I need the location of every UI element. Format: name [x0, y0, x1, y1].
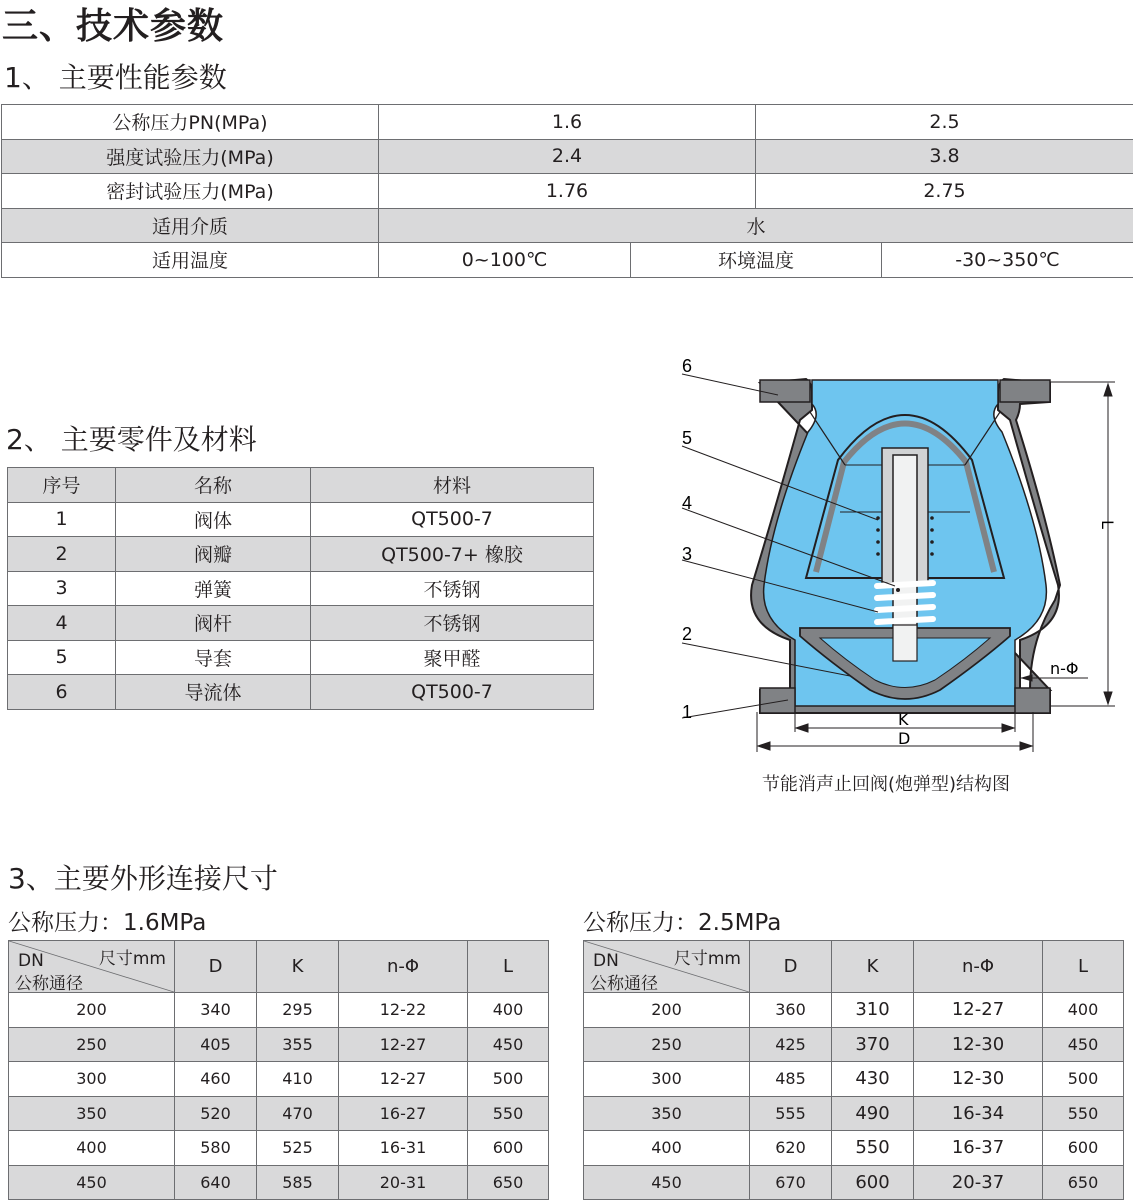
table-header-row [9, 941, 549, 993]
performance-table [1, 104, 1133, 278]
row-label: 强度试验压力(MPa) [2, 139, 379, 174]
col-header-k: K [832, 941, 914, 993]
section3-heading: 3、主要外形连接尺寸 [8, 862, 278, 895]
corner-top-label: 尺寸mm [673, 949, 741, 969]
table-row: 250 425 370 12-30 450 [584, 1027, 1124, 1062]
part-material: 不锈钢 [311, 571, 594, 606]
table-row: 200 340 295 12-22 400 [9, 993, 549, 1028]
col-header-l: L [468, 941, 549, 993]
dim-l-label: L [1098, 520, 1117, 529]
table-row: 200 360 310 12-27 400 [584, 993, 1124, 1028]
row-label: 公称压力PN(MPa) [2, 105, 379, 140]
table-row [8, 640, 594, 675]
corner-bottom-label: 公称通径 [590, 974, 658, 993]
part-name: 阀体 [116, 502, 311, 537]
pressure-title-2: 公称压力：2.5MPa [583, 910, 782, 936]
flange-right-top [1000, 380, 1050, 402]
col-header: 名称 [116, 468, 311, 503]
part-name: 导流体 [116, 675, 311, 710]
valve-diagram [660, 345, 1133, 765]
table-row: 450 670 600 20-37 650 [584, 1165, 1124, 1200]
table-row [8, 571, 594, 606]
table-header-row [8, 468, 594, 503]
callout-6: 6 [682, 356, 693, 376]
table-row [2, 243, 1133, 278]
part-name: 阀瓣 [116, 537, 311, 572]
pressure-title-1: 公称压力：1.6MPa [8, 910, 207, 936]
part-material: 不锈钢 [311, 606, 594, 641]
callout-3: 3 [682, 544, 693, 564]
part-no: 2 [8, 537, 116, 572]
table-row [8, 502, 594, 537]
col-header-l: L [1043, 941, 1124, 993]
corner-header [9, 941, 175, 993]
value-1: 1.76 [379, 174, 756, 209]
table-row [2, 174, 1133, 209]
env-temp-label: 环境温度 [631, 243, 882, 278]
part-no: 1 [8, 502, 116, 537]
parts-table [7, 467, 594, 710]
table-row: 400 620 550 16-37 600 [584, 1131, 1124, 1166]
page-title: 三、技术参数 [2, 6, 225, 47]
part-no: 5 [8, 640, 116, 675]
table-row [2, 208, 1133, 243]
dim-nphi-label: n-Φ [1050, 659, 1079, 678]
callout-4: 4 [682, 493, 693, 513]
part-material: QT500-7 [311, 502, 594, 537]
part-no: 6 [8, 675, 116, 710]
table-row: 300 460 410 12-27 500 [9, 1062, 549, 1097]
table-row: 250 405 355 12-27 450 [9, 1027, 549, 1062]
table-row: 300 485 430 12-30 500 [584, 1062, 1124, 1097]
temp-label: 适用温度 [2, 243, 379, 278]
value-2: 2.5 [756, 105, 1133, 140]
section1-heading: 1、 主要性能参数 [4, 61, 227, 94]
col-header-nphi: n-Φ [914, 941, 1043, 993]
callout-1: 1 [682, 702, 693, 722]
dimension-table-2 [583, 940, 1124, 1200]
table-row [8, 537, 594, 572]
value-2: 3.8 [756, 139, 1133, 174]
part-no: 3 [8, 571, 116, 606]
table-row: 450 640 585 20-31 650 [9, 1165, 549, 1200]
col-header: 材料 [311, 468, 594, 503]
table-row: 350 520 470 16-27 550 [9, 1096, 549, 1131]
value-1: 2.4 [379, 139, 756, 174]
corner-dn-label: DN [18, 951, 44, 971]
corner-top-label: 尺寸mm [98, 949, 166, 969]
flange-right-bottom [1015, 688, 1050, 713]
col-header-k: K [257, 941, 339, 993]
row-label: 密封试验压力(MPa) [2, 174, 379, 209]
part-no: 4 [8, 606, 116, 641]
col-header-nphi: n-Φ [339, 941, 468, 993]
table-row [2, 105, 1133, 140]
col-header-d: D [750, 941, 832, 993]
part-material: QT500-7+ 橡胶 [311, 537, 594, 572]
temp-range: 0~100℃ [379, 243, 631, 278]
corner-dn-label: DN [593, 951, 619, 971]
dim-d-label: D [898, 729, 911, 748]
table-header-row [584, 941, 1124, 993]
flange-left-bottom [760, 688, 795, 713]
dimension-table-1 [8, 940, 549, 1200]
part-name: 导套 [116, 640, 311, 675]
section2-heading: 2、 主要零件及材料 [6, 423, 257, 456]
dim-k-label: K [898, 710, 909, 729]
part-material: QT500-7 [311, 675, 594, 710]
table-row [2, 139, 1133, 174]
part-name: 阀杆 [116, 606, 311, 641]
table-row: 350 555 490 16-34 550 [584, 1096, 1124, 1131]
corner-bottom-label: 公称通径 [15, 974, 83, 993]
callout-2: 2 [682, 624, 693, 644]
col-header-d: D [175, 941, 257, 993]
medium-value: 水 [379, 208, 1133, 243]
env-temp-range: -30~350℃ [882, 243, 1133, 278]
medium-label: 适用介质 [2, 208, 379, 243]
part-name: 弹簧 [116, 571, 311, 606]
value-2: 2.75 [756, 174, 1133, 209]
value-1: 1.6 [379, 105, 756, 140]
table-row [8, 606, 594, 641]
flange-left-top [760, 380, 810, 402]
part-material: 聚甲醛 [311, 640, 594, 675]
col-header: 序号 [8, 468, 116, 503]
corner-header [584, 941, 750, 993]
diagram-caption: 节能消声止回阀(炮弹型)结构图 [762, 774, 1011, 795]
table-row [8, 675, 594, 710]
callout-5: 5 [682, 428, 693, 448]
table-row: 400 580 525 16-31 600 [9, 1131, 549, 1166]
